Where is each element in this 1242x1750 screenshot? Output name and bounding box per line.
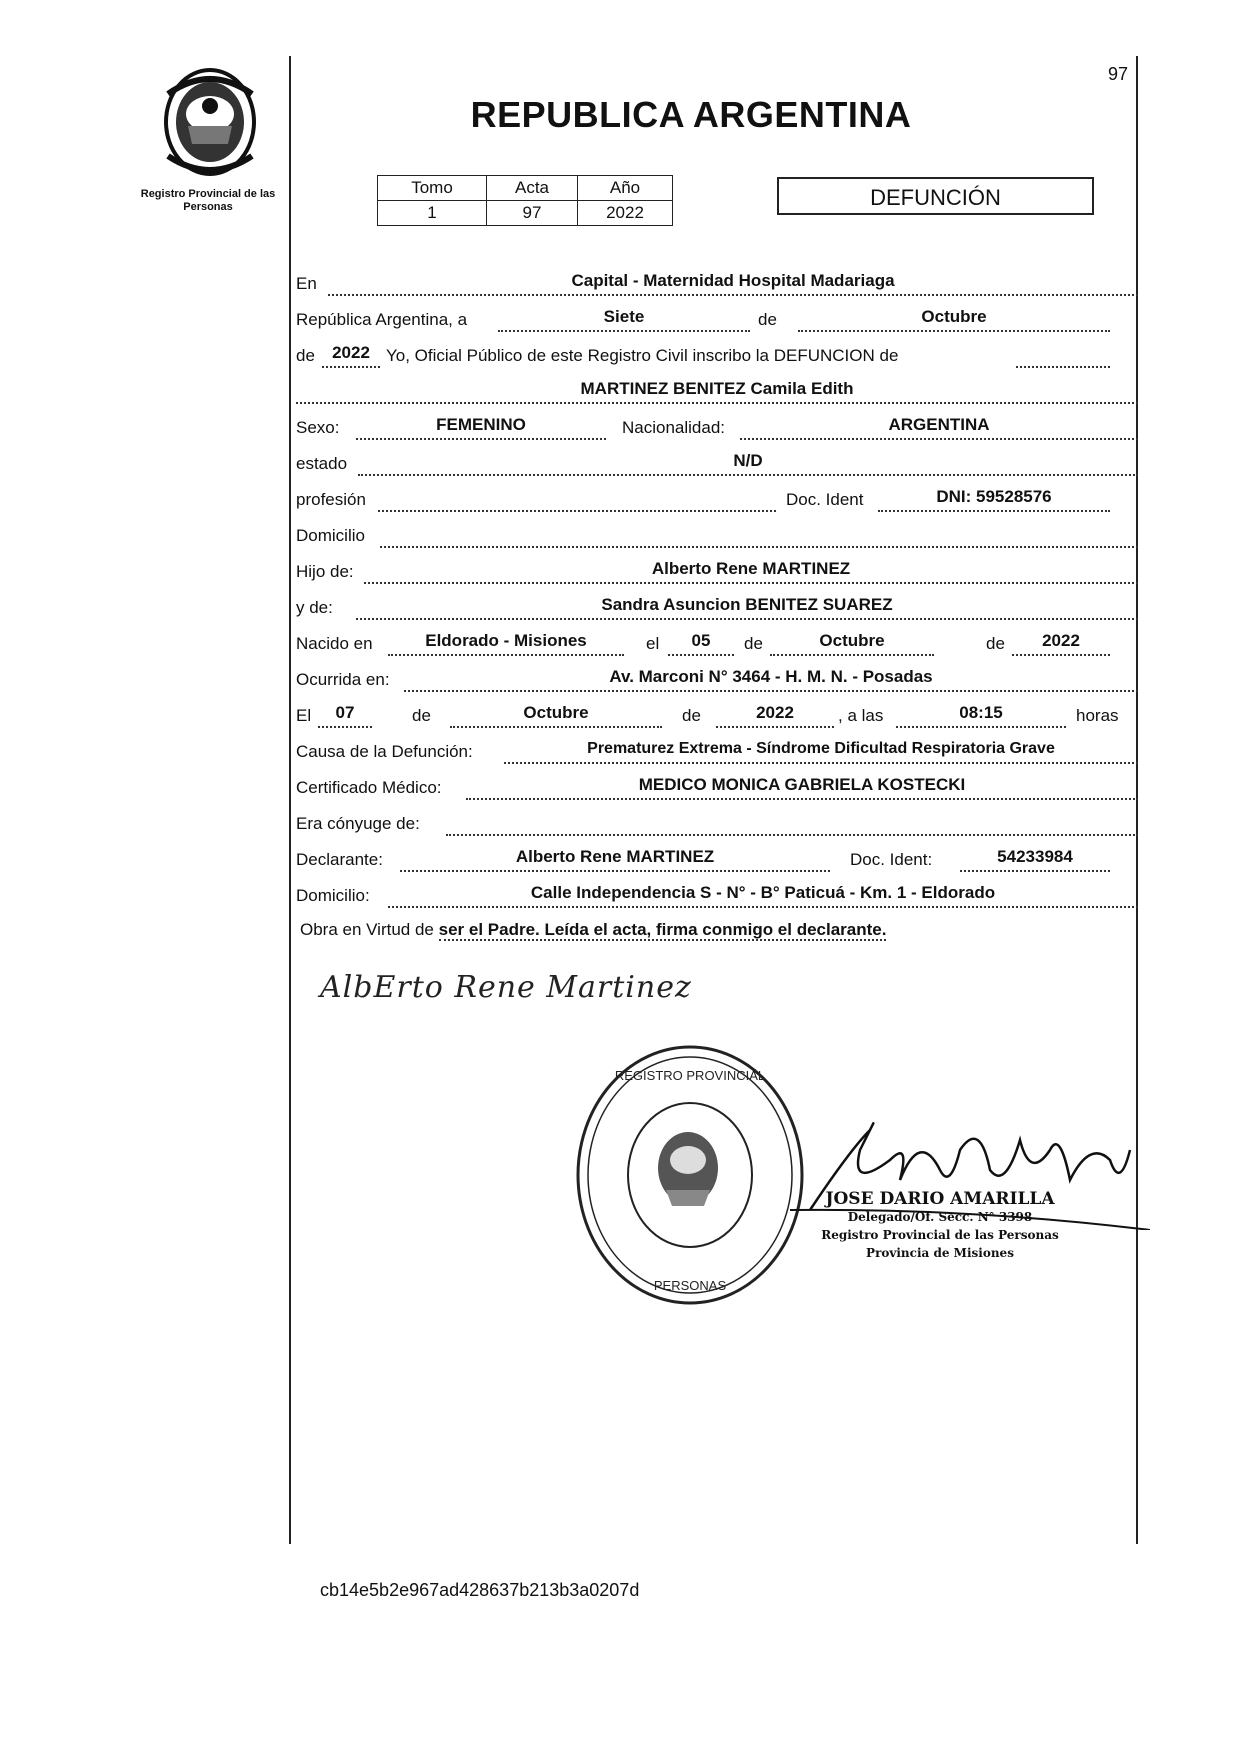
mother-field: Sandra Asuncion BENITEZ SUAREZ xyxy=(356,592,1138,620)
doc-label: Doc. Ident xyxy=(786,490,864,509)
estado-label: estado xyxy=(296,454,348,473)
decl-dom-label: Domicilio: xyxy=(296,886,370,905)
certificado-label: Certificado Médico: xyxy=(296,778,442,797)
de2-label: de xyxy=(296,346,315,365)
declarant-signature: AlbErto Rene Martinez xyxy=(320,970,692,1005)
registry-table xyxy=(377,175,673,226)
place-field: Capital - Maternidad Hospital Madariaga xyxy=(328,268,1138,296)
row-profesion xyxy=(296,482,1138,512)
row-fecha xyxy=(296,302,1138,332)
obra-label: Obra en Virtud de xyxy=(300,920,434,939)
document-title: REPUBLICA ARGENTINA xyxy=(470,94,912,135)
el-label: el xyxy=(646,634,660,653)
document-hash: cb14e5b2e967ad428637b213b3a0207d xyxy=(320,1580,640,1600)
birthplace-field: Eldorado - Misiones xyxy=(388,628,624,656)
row-sexo xyxy=(296,410,1138,440)
row-estado xyxy=(296,446,1138,476)
official-org: Registro Provincial de las Personas xyxy=(821,1228,1059,1242)
def-de2-label: de xyxy=(682,706,701,725)
civil-status-field: N/D xyxy=(358,448,1138,476)
declarant-address-field: Calle Independencia S - N° - B° Paticuá - Km. 1 - Eldorado xyxy=(388,880,1138,908)
horas-label: horas xyxy=(1076,706,1119,725)
row-nacido xyxy=(296,626,1138,656)
official-name: JOSE DARIO AMARILLA xyxy=(825,1189,1055,1209)
death-cause-field: Prematurez Extrema - Síndrome Dificultad Respiratoria Grave xyxy=(504,736,1138,764)
ocurrida-label: Ocurrida en: xyxy=(296,670,390,689)
acta-value: 97 xyxy=(487,201,578,226)
death-place-field: Av. Marconi N° 3464 - H. M. N. - Posadas xyxy=(404,664,1138,692)
address-field xyxy=(380,520,1138,548)
official-province: Provincia de Misiones xyxy=(866,1246,1014,1260)
month-field: Octubre xyxy=(798,304,1110,332)
sexo-label: Sexo: xyxy=(296,418,340,437)
day-words-field: Siete xyxy=(498,304,750,332)
anio-value: 2022 xyxy=(578,201,673,226)
alas-label: , a las xyxy=(838,706,884,725)
death-day-field: 07 xyxy=(318,700,372,728)
declarante-label: Declarante: xyxy=(296,850,383,869)
document-type-box: DEFUNCIÓN xyxy=(777,177,1094,215)
republica-label: República Argentina, a xyxy=(296,310,468,329)
profesion-label: profesión xyxy=(296,490,366,509)
row-declarante xyxy=(296,842,1138,872)
nacionalidad-label: Nacionalidad: xyxy=(622,418,726,437)
anio-header: Año xyxy=(578,176,673,201)
svg-text:REGISTRO PROVINCIAL: REGISTRO PROVINCIAL xyxy=(614,1068,766,1083)
inscribo-text: Yo, Oficial Público de este Registro Civil inscribo la DEFUNCION de xyxy=(386,346,899,365)
row-inscribo xyxy=(296,338,1138,368)
obra-field: ser el Padre. Leída el acta, firma conmigo el declarante. xyxy=(438,920,887,939)
row-nombre xyxy=(296,374,1138,404)
svg-text:PERSONAS: PERSONAS xyxy=(653,1278,727,1293)
spouse-field xyxy=(446,808,1138,836)
birth-day-field: 05 xyxy=(668,628,734,656)
page-number: 97 xyxy=(1108,64,1129,84)
row-causa xyxy=(296,734,1138,764)
death-month-field: Octubre xyxy=(450,700,662,728)
decl-doc-label: Doc. Ident: xyxy=(850,850,933,869)
row-en xyxy=(296,266,1138,296)
profession-field xyxy=(378,484,776,512)
row-decl-domicilio xyxy=(296,878,1138,908)
domicilio-label: Domicilio xyxy=(296,526,365,545)
def-de1-label: de xyxy=(412,706,431,725)
causa-label: Causa de la Defunción: xyxy=(296,742,473,761)
official-stamp xyxy=(800,1190,1080,1262)
row-domicilio xyxy=(296,518,1138,548)
birth-month-field: Octubre xyxy=(770,628,934,656)
acta-header: Acta xyxy=(487,176,578,201)
nacido-label: Nacido en xyxy=(296,634,373,653)
nationality-field: ARGENTINA xyxy=(740,412,1138,440)
de-label: de xyxy=(758,310,777,329)
official-role: Delegado/Of. Secc. N° 3398 xyxy=(847,1210,1033,1224)
tomo-header: Tomo xyxy=(378,176,487,201)
en-label: En xyxy=(296,274,317,293)
birth-year-field: 2022 xyxy=(1012,628,1110,656)
death-year-field: 2022 xyxy=(716,700,834,728)
death-time-field: 08:15 xyxy=(896,700,1066,728)
obra-sentence xyxy=(300,920,886,940)
row-fecha-defuncion xyxy=(296,698,1138,728)
nac-de1-label: de xyxy=(744,634,763,653)
deceased-name-field: MARTINEZ BENITEZ Camila Edith xyxy=(296,376,1138,404)
left-margin-line xyxy=(289,56,291,1544)
medical-certificate-field: MEDICO MONICA GABRIELA KOSTECKI xyxy=(466,772,1138,800)
row-ocurrida xyxy=(296,662,1138,692)
row-conyuge xyxy=(296,806,1138,836)
row-madre xyxy=(296,590,1138,620)
tomo-value: 1 xyxy=(378,201,487,226)
hijo-label: Hijo de: xyxy=(296,562,354,581)
declarant-field: Alberto Rene MARTINEZ xyxy=(400,844,830,872)
doc-ident-field: DNI: 59528576 xyxy=(878,484,1110,512)
yde-label: y de: xyxy=(296,598,333,617)
row-hijo xyxy=(296,554,1138,584)
father-field: Alberto Rene MARTINEZ xyxy=(364,556,1138,584)
declarant-doc-field: 54233984 xyxy=(960,844,1110,872)
nac-de2-label: de xyxy=(986,634,1005,653)
sex-field: FEMENINO xyxy=(356,412,606,440)
row-certificado xyxy=(296,770,1138,800)
official-seal-icon xyxy=(570,1040,810,1310)
inscribo-blank xyxy=(1016,340,1110,368)
El-label: El xyxy=(296,706,312,725)
conyuge-label: Era cónyuge de: xyxy=(296,814,420,833)
logo-caption: Registro Provincial de las Personas xyxy=(140,188,276,213)
year-field: 2022 xyxy=(322,340,380,368)
